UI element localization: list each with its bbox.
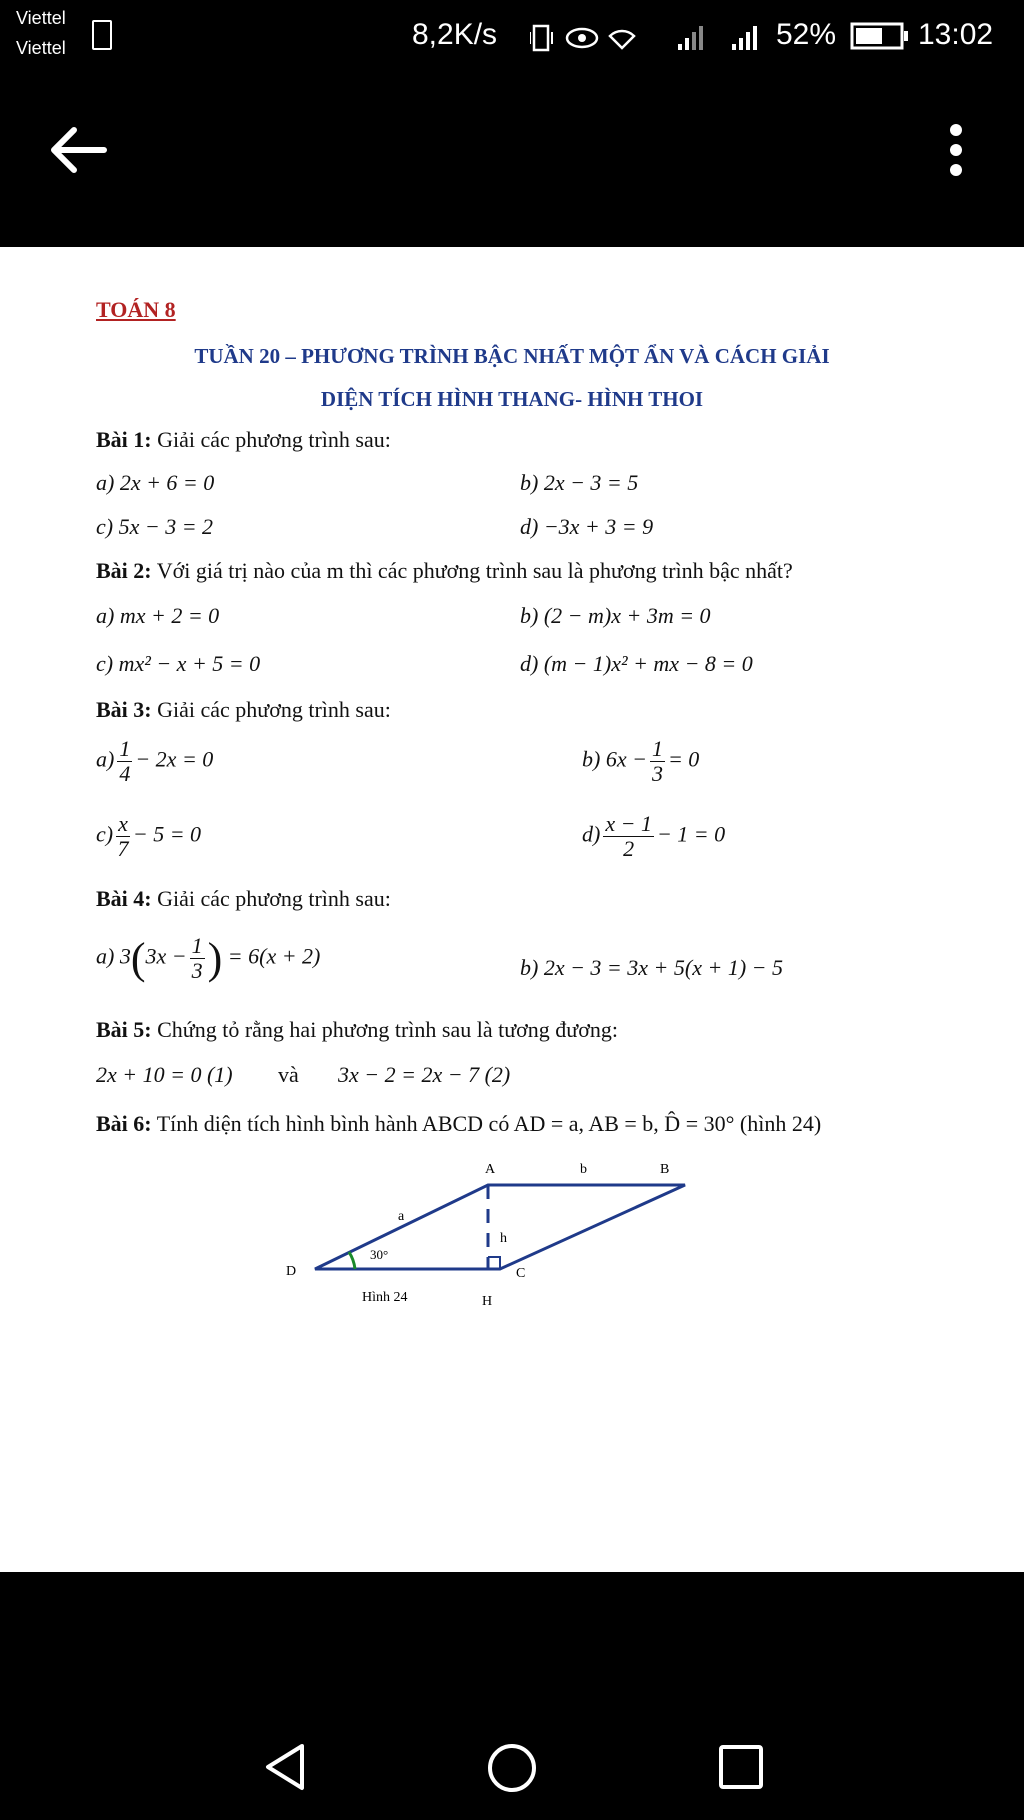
ex1-a: a) 2x + 6 = 0 xyxy=(96,470,215,495)
ex2-b: b) (2 − m)x + 3m = 0 xyxy=(520,603,711,628)
label-A: A xyxy=(485,1162,496,1177)
ex1-b: b) 2x − 3 = 5 xyxy=(520,470,639,495)
more-options-icon[interactable] xyxy=(946,122,966,178)
back-nav-icon[interactable] xyxy=(262,1742,308,1792)
subject-heading: TOÁN 8 xyxy=(96,297,176,322)
ex5-eq1: 2x + 10 = 0 (1) xyxy=(96,1062,233,1087)
label-D: D xyxy=(286,1264,297,1279)
clock: 13:02 xyxy=(918,18,994,51)
back-arrow-icon[interactable] xyxy=(48,124,110,176)
home-nav-icon[interactable] xyxy=(486,1742,538,1794)
carrier-2: Viettel xyxy=(16,38,66,58)
label-a: a xyxy=(398,1209,405,1224)
label-b: b xyxy=(580,1162,587,1177)
carrier-1: Viettel xyxy=(16,8,66,28)
ex3-d: d) $\frac{x - 1}{2}$ − 1 = 0 xyxy=(582,811,726,862)
ex2-c: c) mx² − x + 5 = 0 xyxy=(96,651,261,676)
battery-icon xyxy=(850,22,910,50)
ex3-heading: Bài 3: Giải các phương trình sau: xyxy=(96,697,391,722)
ex2-d: d) (m − 1)x² + mx − 8 = 0 xyxy=(520,651,753,676)
ex1-d: d) −3x + 3 = 9 xyxy=(520,514,654,539)
sim-icon xyxy=(92,20,112,50)
label-angle: 30° xyxy=(370,1247,389,1262)
angle-arc-d xyxy=(349,1252,355,1269)
ex2-heading: Bài 2: Với giá trị nào của m thì các phương trình sau là phương trình bậc nhất? xyxy=(96,558,793,583)
label-C: C xyxy=(516,1266,526,1281)
ex3-b: b) 6x − $\frac{1}{3}$ = 0 xyxy=(582,736,700,787)
signal-icon xyxy=(676,18,776,52)
ex4-heading: Bài 4: Giải các phương trình sau: xyxy=(96,886,391,911)
status-bar xyxy=(0,0,1024,72)
ex4-b: b) 2x − 3 = 3x + 5(x + 1) − 5 xyxy=(520,955,784,980)
ex5-eq2: 3x − 2 = 2x − 7 (2) xyxy=(338,1062,511,1087)
ex5-heading: Bài 5: Chứng tỏ rằng hai phương trình sau là tương đương: xyxy=(96,1017,618,1042)
ex3-a: a) $\frac{1}{4}$ − 2x = 0 xyxy=(96,736,214,787)
vibrate-eye-wifi-icons xyxy=(530,20,650,56)
ex1-c: c) 5x − 3 = 2 xyxy=(96,514,214,539)
net-speed: 8,2K/s xyxy=(412,18,498,51)
title-line-2: DIỆN TÍCH HÌNH THANG- HÌNH THOI xyxy=(320,387,704,411)
parallelogram-figure xyxy=(270,1157,710,1337)
ex5-and: và xyxy=(278,1062,299,1087)
title-line-1: TUẦN 20 – PHƯƠNG TRÌNH BẬC NHẤT MỘT ẨN VÀ CÁCH GIẢI xyxy=(194,344,830,368)
ex4-a: a) 3(3x − $\frac{1}{3}$ ) = 6(x + 2) xyxy=(96,932,321,983)
label-B: B xyxy=(660,1162,670,1177)
ex3-c: c) $\frac{x}{7}$ − 5 = 0 xyxy=(96,811,202,862)
right-angle-mark xyxy=(488,1257,500,1269)
figure-caption: Hình 24 xyxy=(362,1290,408,1305)
app-toolbar xyxy=(0,72,1024,247)
ex1-heading: Bài 1: Giải các phương trình sau: xyxy=(96,427,391,452)
document-image xyxy=(0,247,1024,1572)
label-h: h xyxy=(500,1231,507,1246)
ex6-heading: Bài 6: Tính diện tích hình bình hành ABCD có AD = a, AB = b, D̂ = 30° (hình 24) xyxy=(96,1111,822,1136)
battery-percent: 52% xyxy=(776,18,837,51)
recents-nav-icon[interactable] xyxy=(718,1744,764,1790)
navigation-bar xyxy=(0,1572,1024,1820)
label-H: H xyxy=(482,1294,493,1309)
ex2-a: a) mx + 2 = 0 xyxy=(96,603,220,628)
